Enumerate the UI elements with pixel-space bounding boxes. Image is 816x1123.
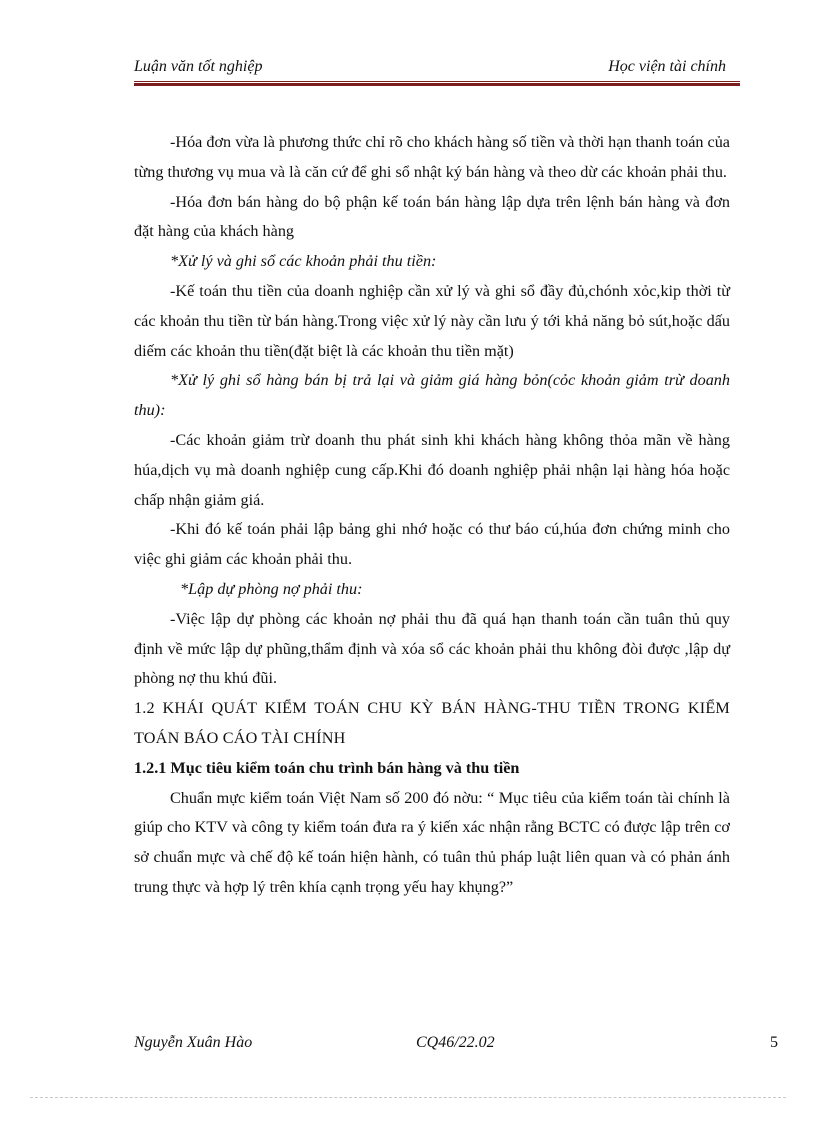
paragraph-invoice-preparation: -Hóa đơn bán hàng do bộ phận kế toán bán hàng lập dựa trên lệnh bán hàng và đơn đặt hàng của khách hàng <box>134 192 730 241</box>
page-body <box>134 128 730 903</box>
header-thesis-label: Luận văn tốt nghiệp <box>134 58 263 75</box>
paragraph-audit-objective: Chuẩn mực kiểm toán Việt Nam số 200 đó nờu: “ Mục tiêu của kiểm toán tài chính là giúp cho KTV và công ty kiểm toán đưa ra ý kiến xác nhận rằng BCTC có được lập trên cơ sở chuẩn mực và chế độ kế toán hiện hành, có tuân thủ pháp luật liên quan và có phản ánh trung thực và hợp lý trên khía cạnh trọng yếu hay khụng?” <box>134 788 730 896</box>
page-number: 5 <box>770 1034 778 1051</box>
header-rule-thin <box>134 81 740 82</box>
page-header <box>134 56 740 80</box>
subheading-bad-debt-provision: *Lập dự phòng nợ phải thu: <box>180 579 363 598</box>
footer-author: Nguyễn Xuân Hào <box>134 1034 253 1051</box>
paragraph-cash-collection: -Kế toán thu tiền của doanh nghiệp cần xử lý và ghi sổ đầy đủ,chónh xỏc,kip thời từ các khoản thu tiền từ bán hàng.Trong việc xử lý này cần lưu ý tới khả năng bỏ sút,hoặc dấu diếm các khoản thu tiền(đặt biệt là các khoản thu tiền mặt) <box>134 281 730 360</box>
paragraph-revenue-deductions: -Các khoản giảm trừ doanh thu phát sinh khi khách hàng không thỏa mãn về hàng húa,dịch vụ mà doanh nghiệp cung cấp.Khi đó doanh nghiệp phải nhận lại hàng hóa hoặc chấp nhận giảm giá. <box>134 430 730 509</box>
page-bottom-divider <box>30 1097 786 1098</box>
paragraph-bad-debt-provision: -Việc lập dự phòng các khoản nợ phải thu đã quá hạn thanh toán cần tuân thủ quy định về mức lập dự phũng,thẩm định và xóa sổ các khoản phải thu không đòi được ,lập dự phòng nợ thu khú đũi. <box>134 609 730 688</box>
page-footer <box>134 1034 778 1058</box>
header-institution-label: Học viện tài chính <box>608 58 726 75</box>
section-heading-1-2: 1.2 KHÁI QUÁT KIỂM TOÁN CHU KỲ BÁN HÀNG-THU TIỀN TRONG KIỂM TOÁN BÁO CÁO TÀI CHÍNH <box>134 699 730 747</box>
paragraph-credit-memo: -Khi đó kế toán phải lập bảng ghi nhớ hoặc có thư báo cú,húa đơn chứng minh cho việc ghi giảm các khoản phải thu. <box>134 520 730 569</box>
paragraph-invoice-purpose: -Hóa đơn vừa là phương thức chỉ rõ cho khách hàng số tiền và thời hạn thanh toán của từng thương vụ mua và là căn cứ để ghi sổ nhật ký bán hàng và theo dừ các khoản phải thu. <box>134 133 730 181</box>
section-heading-1-2-1: 1.2.1 Mục tiêu kiểm toán chu trình bán hàng và thu tiền <box>134 758 520 777</box>
footer-class-code: CQ46/22.02 <box>416 1034 495 1051</box>
subheading-sales-returns: *Xử lý ghi sổ hàng bán bị trả lại và giảm giá hàng bỏn(cỏc khoản giảm trừ doanh thu): <box>134 371 730 420</box>
header-rule-thick <box>134 83 740 86</box>
subheading-receivables-processing: *Xử lý và ghi sổ các khoản phải thu tiền: <box>170 252 437 271</box>
